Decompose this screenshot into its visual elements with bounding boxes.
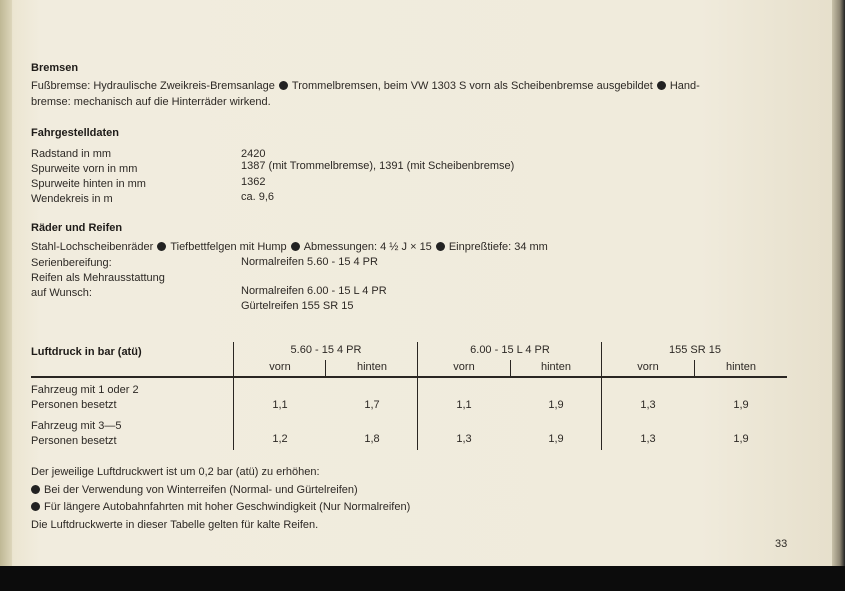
fahrgestell-label: Wendekreis in m xyxy=(31,193,113,205)
table-sub-header: vorn xyxy=(453,361,475,373)
bullet-icon xyxy=(279,81,288,90)
table-cell: 1,1 xyxy=(456,399,472,411)
raeder-text-d: Einpreßtiefe: 34 mm xyxy=(448,241,548,253)
fahrgestell-value: 2420 xyxy=(241,148,266,160)
mehr-value-1: Normalreifen 6.00 - 15 L 4 PR xyxy=(241,285,387,297)
table-header-rule xyxy=(31,376,787,378)
note-bullet-1-text: Bei der Verwendung von Winterreifen (Normal- und Gürtelreifen) xyxy=(44,484,358,496)
raeder-text-b: Tiefbettfelgen mit Hump xyxy=(170,241,287,253)
fahrgestell-label: Spurweite vorn in mm xyxy=(31,163,138,175)
table-sub-header: vorn xyxy=(269,361,291,373)
table-group-header: 5.60 - 15 4 PR xyxy=(290,344,362,356)
raeder-line xyxy=(31,241,548,253)
fahrgestell-value: ca. 9,6 xyxy=(241,191,275,203)
table-sub-header: hinten xyxy=(541,361,571,373)
table-group-header: 6.00 - 15 L 4 PR xyxy=(470,344,550,356)
fahrgestell-value: 1387 (mit Trommelbremse), 1391 (mit Scheibenbremse) xyxy=(241,160,515,172)
table-cell: 1,3 xyxy=(640,399,656,411)
bremsen-text-c: Hand- xyxy=(669,80,700,92)
table-row-label: Personen besetzt xyxy=(31,399,117,411)
raeder-text-a: Stahl-Lochscheibenräder xyxy=(31,241,154,253)
raeder-text-c: Abmessungen: 4 ½ J × 15 xyxy=(303,241,432,253)
note-bullet-2 xyxy=(27,501,410,513)
table-row-label: Personen besetzt xyxy=(31,435,117,447)
bullet-icon xyxy=(657,81,666,90)
table-cell: 1,9 xyxy=(733,433,749,445)
mehr-label-1: Reifen als Mehrausstattung xyxy=(31,272,165,284)
table-cell: 1,3 xyxy=(640,433,656,445)
note-intro: Der jeweilige Luftdruckwert ist um 0,2 bar (atü) zu erhöhen: xyxy=(31,466,320,478)
table-subdivider xyxy=(510,360,511,377)
serien-value: Normalreifen 5.60 - 15 4 PR xyxy=(241,256,378,268)
table-cell: 1,2 xyxy=(272,433,288,445)
note-bullet-1 xyxy=(27,484,358,496)
book-spine xyxy=(0,0,12,566)
section-heading-bremsen: Bremsen xyxy=(31,62,79,74)
table-cell: 1,9 xyxy=(548,399,564,411)
fahrgestell-label: Radstand in mm xyxy=(31,148,112,160)
table-subdivider xyxy=(325,360,326,377)
note-outro: Die Luftdruckwerte in dieser Tabelle gelten für kalte Reifen. xyxy=(31,519,319,531)
bremsen-line-2: bremse: mechanisch auf die Hinterräder wirkend. xyxy=(31,96,271,108)
bremsen-text-a: Fußbremse: Hydraulische Zweikreis-Bremsanlage xyxy=(31,80,275,92)
fahrgestell-label: Spurweite hinten in mm xyxy=(31,178,146,190)
table-sub-header: vorn xyxy=(637,361,659,373)
table-subdivider xyxy=(694,360,695,377)
bullet-icon xyxy=(31,502,40,511)
table-cell: 1,9 xyxy=(733,399,749,411)
table-cell: 1,9 xyxy=(548,433,564,445)
fahrgestell-value: 1362 xyxy=(241,176,266,188)
table-title: Luftdruck in bar (atü) xyxy=(31,346,142,358)
bremsen-line-1 xyxy=(31,80,700,92)
page-edge xyxy=(832,0,845,566)
table-row-label: Fahrzeug mit 3—5 xyxy=(31,420,122,432)
table-cell: 1,3 xyxy=(456,433,472,445)
note-bullet-2-text: Für längere Autobahnfahrten mit hoher Geschwindigkeit (Nur Normalreifen) xyxy=(44,501,411,513)
section-heading-fahrgestell: Fahrgestelldaten xyxy=(31,127,120,139)
table-sub-header: hinten xyxy=(726,361,756,373)
table-sub-header: hinten xyxy=(357,361,387,373)
bullet-icon xyxy=(436,242,445,251)
table-cell: 1,7 xyxy=(364,399,380,411)
serien-label: Serienbereifung: xyxy=(31,257,112,269)
page-shadow xyxy=(0,566,845,591)
mehr-label-2: auf Wunsch: xyxy=(31,287,92,299)
section-heading-raeder: Räder und Reifen xyxy=(31,222,123,234)
bullet-icon xyxy=(31,485,40,494)
bullet-icon xyxy=(157,242,166,251)
table-row-label: Fahrzeug mit 1 oder 2 xyxy=(31,384,139,396)
table-cell: 1,8 xyxy=(364,433,380,445)
bremsen-text-b: Trommelbremsen, beim VW 1303 S vorn als Scheibenbremse ausgebildet xyxy=(291,80,653,92)
table-group-header: 155 SR 15 xyxy=(669,344,721,356)
table-cell: 1,1 xyxy=(272,399,288,411)
bullet-icon xyxy=(291,242,300,251)
mehr-value-2: Gürtelreifen 155 SR 15 xyxy=(241,300,354,312)
page-number: 33 xyxy=(775,538,788,550)
